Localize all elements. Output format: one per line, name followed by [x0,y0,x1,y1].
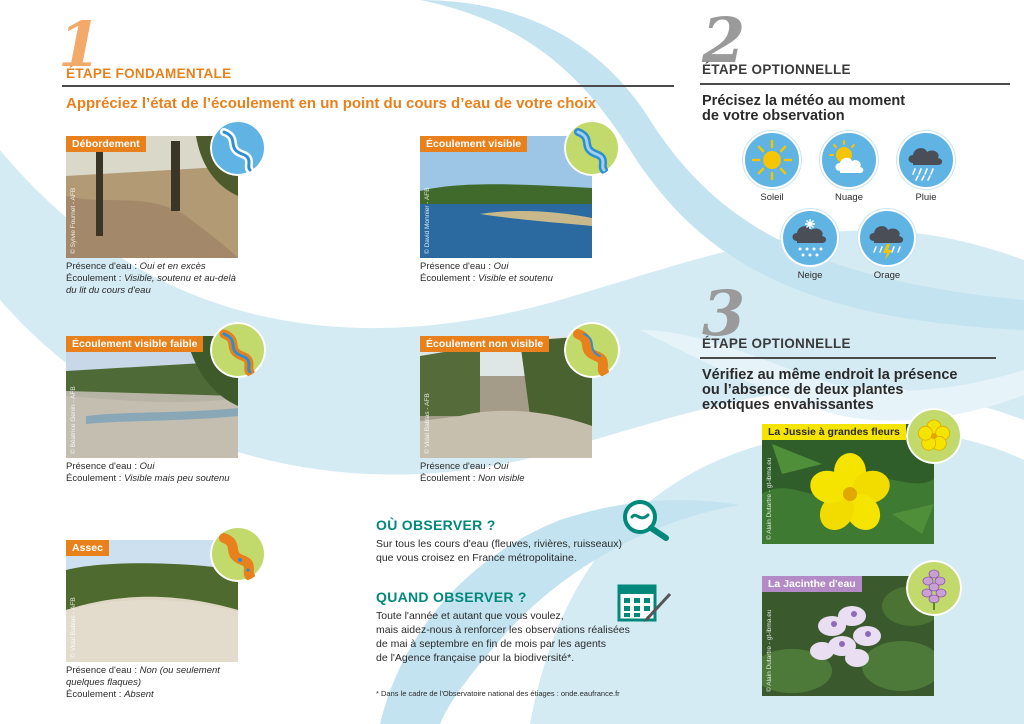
plant-label: La Jussie à grandes fleurs [762,424,906,440]
river-flood-icon [210,120,266,176]
step2-rule [700,83,1010,85]
step2-number: 2 [702,4,746,77]
purple-flower-icon [906,560,962,616]
river-low-icon [210,322,266,378]
step3-title: ÉTAPE OPTIONNELLE [702,336,851,351]
footnote: * Dans le cadre de l'Observatoire national des étiages : onde.eaufrance.fr [376,689,620,698]
weather-label-pluie: Pluie [915,192,937,203]
river-visible-icon [564,120,620,176]
magnifier-icon [620,497,672,541]
photo-credit: © Alain Dutartre - gt-ibma.eu [766,609,773,692]
when-title: QUAND OBSERVER ? [376,589,527,605]
sun-icon [743,131,801,189]
photo-credit: © Vidal Bablas - AFB [424,393,431,454]
step2-headline: Précisez la météo au moment de votre observation [702,93,906,124]
card-label: Écoulement visible [420,136,527,152]
sun-cloud-icon [820,131,878,189]
card-label: Écoulement non visible [420,336,549,352]
river-none-icon [564,322,620,378]
photo-credit: © David Monnier - AFB [424,187,431,254]
weather-label-orage: Orage [873,270,901,281]
card-label: Débordement [66,136,146,152]
river-dry-icon [210,526,266,582]
snow-icon [781,209,839,267]
weather-label-neige: Neige [797,270,823,281]
photo-credit: © Alain Dutartre - gt-ibma.eu [766,457,773,540]
rain-icon [897,131,955,189]
card-info-faible: Présence d'eau : Oui Écoulement : Visible mais peu soutenu [66,461,230,484]
step1-rule [62,85,674,87]
step1-title: ÉTAPE FONDAMENTALE [66,66,232,81]
step3-headline: Vérifiez au même endroit la présence ou l’absence de deux plantes exotiques envahissantes [702,367,958,413]
step1-headline: Appréciez l’état de l’écoulement en un point du cours d’eau de votre choix [66,95,597,112]
card-info-debordement: Présence d'eau : Oui et en excès Écoulement : Visible, soutenu et au-delà du lit du cours d'eau [66,261,236,296]
step2-title: ÉTAPE OPTIONNELLE [702,62,851,77]
when-text: Toute l'année et autant que vous voulez, mais aidez-nous à renforcer les observations réalisées de mai à septembre en fin de mois par les agents de l'Agence française pour la biodiversité*. [376,610,630,664]
yellow-flower-icon [906,408,962,464]
card-info-assec: Présence d'eau : Non (ou seulement quelques flaques) Écoulement : Absent [66,665,220,700]
where-title: OÙ OBSERVER ? [376,517,496,533]
where-text: Sur tous les cours d'eau (fleuves, rivières, ruisseaux) que vous croisez en France métropolitaine. [376,538,622,564]
card-label: Écoulement visible faible [66,336,203,352]
weather-label-soleil: Soleil [760,192,784,203]
card-label: Assec [66,540,109,556]
step3-rule [700,357,996,359]
weather-label-nuage: Nuage [835,192,863,203]
step1-number: 1 [58,8,102,81]
plant-label: La Jacinthe d'eau [762,576,862,592]
photo-credit: © Béatrice Genin - AFB [70,386,77,454]
photo-credit: © Sylvie Fournet - AFB [70,187,77,254]
photo-credit: © Vidal Bablas - AFB [70,597,77,658]
storm-icon [858,209,916,267]
card-info-non-visible: Présence d'eau : Oui Écoulement : Non visible [420,461,525,484]
card-info-visible: Présence d'eau : Oui Écoulement : Visible et soutenu [420,261,553,284]
calendar-icon [616,580,674,624]
step3-number: 3 [702,277,746,350]
